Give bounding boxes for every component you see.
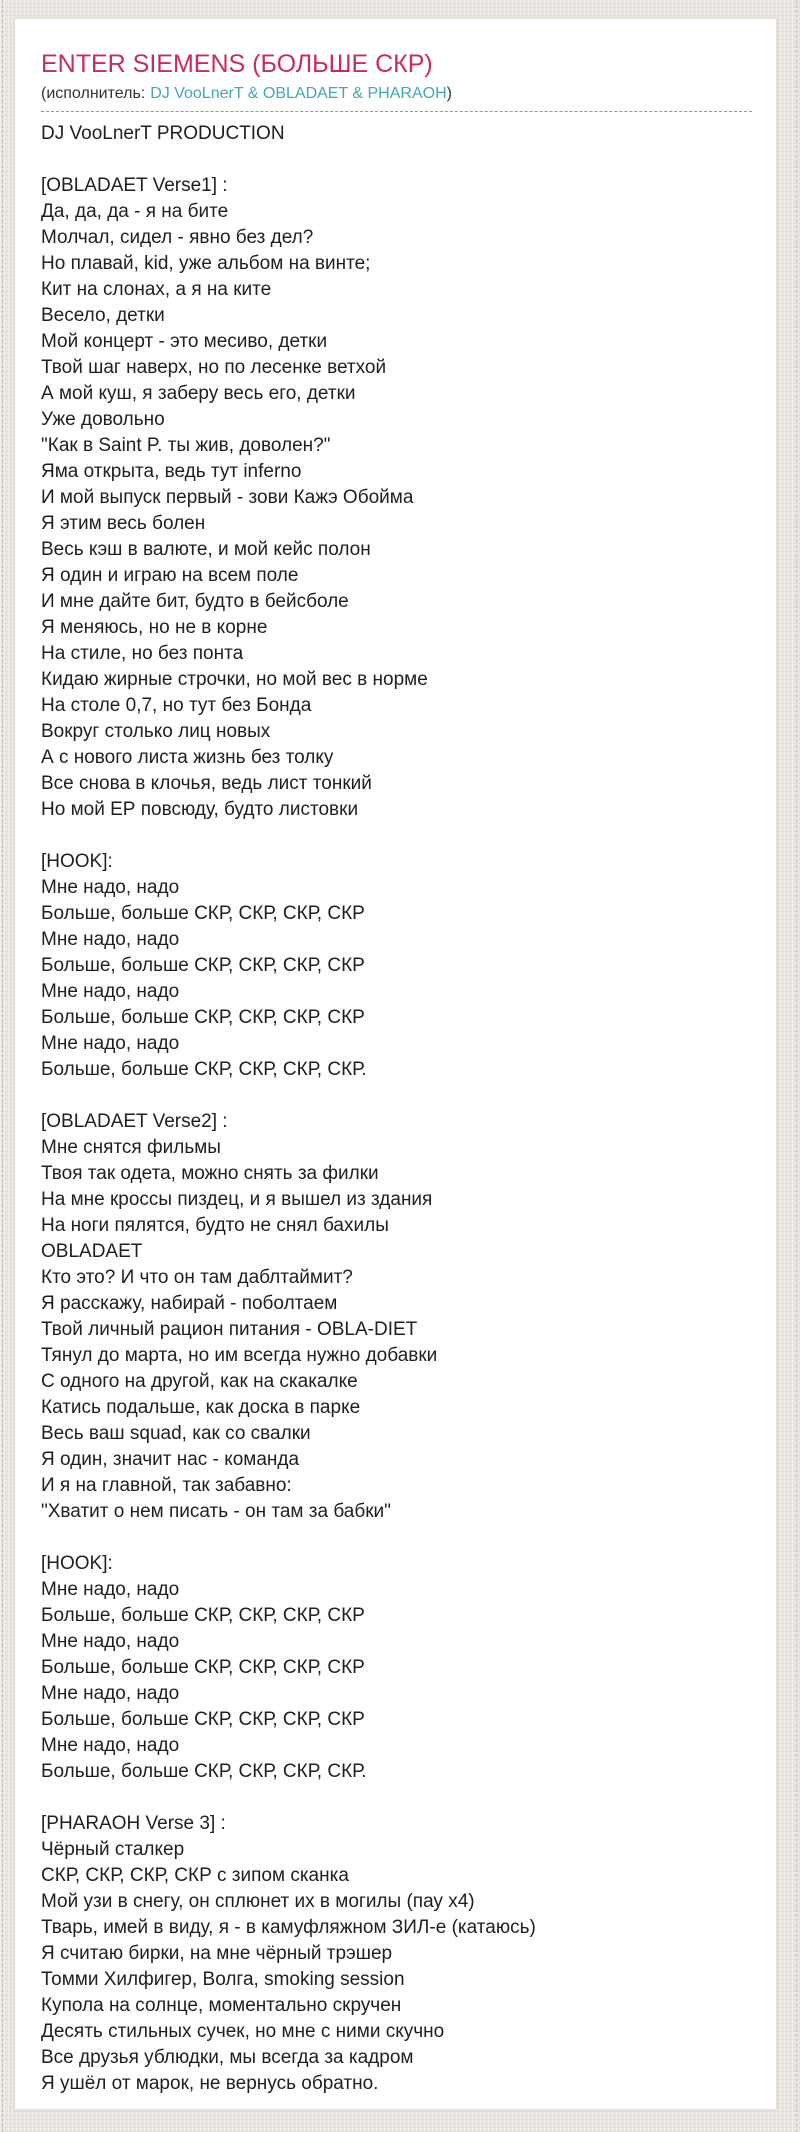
lyric-line: Все снова в клочья, ведь лист тонкий	[41, 773, 372, 794]
lyric-line: Катись подальше, как доска в парке	[41, 1397, 361, 1418]
lyric-line: Чёрный сталкер	[41, 1839, 185, 1860]
lyric-line: Твой шаг наверх, но по лесенке ветхой	[41, 357, 387, 378]
lyric-line: Твой личный рацион питания - OBLA-DIET	[41, 1319, 418, 1340]
lyric-line: На столе 0,7, но тут без Бонда	[41, 695, 312, 716]
lyric-line: Но плавай, kid, уже альбом на винте;	[41, 253, 371, 274]
lyric-line: Да, да, да - я на бите	[41, 201, 229, 222]
lyric-line: Кит на слонах, а я на ките	[41, 279, 272, 300]
lyric-line: Я ушёл от марок, не вернусь обратно.	[41, 2073, 379, 2094]
lyric-line: Мне надо, надо	[41, 1631, 180, 1652]
song-title: ENTER SIEMENS (БОЛЬШЕ СКР)	[41, 50, 433, 78]
lyrics-section-hook2	[41, 1551, 752, 1785]
lyric-line: Мне надо, надо	[41, 981, 180, 1002]
artist-link[interactable]: DJ VooLnerT & OBLADAET & PHARAOH	[150, 85, 447, 102]
lyric-line: [HOOK]:	[41, 851, 113, 872]
lyric-line: Все друзья ублюдки, мы всегда за кадром	[41, 2047, 414, 2068]
lyric-line: А мой куш, я заберу весь его, детки	[41, 383, 356, 404]
lyric-line: Я один и играю на всем поле	[41, 565, 299, 586]
lyric-line: Томми Хилфигер, Волга, smoking session	[41, 1969, 405, 1990]
lyric-line: Но мой ЕР повсюду, будто листовки	[41, 799, 359, 820]
lyric-line: Весь кэш в валюте, и мой кейс полон	[41, 539, 371, 560]
lyrics-section-verse1	[41, 173, 752, 823]
lyric-line: "Хватит о нем писать - он там за бабки"	[41, 1501, 391, 1522]
background-texture-line	[796, 0, 797, 2132]
lyric-line: Кидаю жирные строчки, но мой вес в норме	[41, 669, 428, 690]
lyric-line: Больше, больше СКР, СКР, СКР, СКР.	[41, 1059, 367, 1080]
lyric-line: И я на главной, так забавно:	[41, 1475, 292, 1496]
lyric-line: Мне надо, надо	[41, 1033, 180, 1054]
lyric-line: Мне снятся фильмы	[41, 1137, 221, 1158]
lyric-line: Весело, детки	[41, 305, 165, 326]
artist-label: (исполнитель:	[41, 85, 146, 102]
lyric-line: Твоя так одета, можно снять за филки	[41, 1163, 379, 1184]
lyric-line: Мне надо, надо	[41, 1579, 180, 1600]
lyric-line: Мне надо, надо	[41, 929, 180, 950]
lyric-line: Мой концерт - это месиво, детки	[41, 331, 328, 352]
lyric-line: А с нового листа жизнь без толку	[41, 747, 334, 768]
lyric-line: Больше, больше СКР, СКР, СКР, СКР	[41, 903, 365, 924]
lyric-line: [PHARAOH Verse 3] :	[41, 1813, 226, 1834]
lyric-line: Тянул до марта, но им всегда нужно добавки	[41, 1345, 438, 1366]
lyric-line: OBLADAET	[41, 1241, 143, 1262]
artist-close-paren: )	[446, 85, 452, 102]
lyrics-card	[14, 18, 777, 2110]
lyric-line: На мне кроссы пиздец, и я вышел из здания	[41, 1189, 433, 1210]
lyrics-section-intro	[41, 121, 752, 147]
lyric-line: Я один, значит нас - команда	[41, 1449, 300, 1470]
lyric-line: Мой узи в снегу, он сплюнет их в могилы (пау x4)	[41, 1891, 475, 1912]
artist-line	[41, 84, 752, 104]
lyrics-section-hook1	[41, 849, 752, 1083]
lyric-line: И мой выпуск первый - зови Кажэ Обойма	[41, 487, 414, 508]
lyric-line: Десять стильных сучек, но мне с ними скучно	[41, 2021, 445, 2042]
lyric-line: Кто это? И что он там даблтаймит?	[41, 1267, 353, 1288]
lyric-line: Я расскажу, набирай - поболтаем	[41, 1293, 338, 1314]
lyric-line: Уже довольно	[41, 409, 165, 430]
background-texture-line	[2, 0, 3, 2132]
lyric-line: Яма открыта, ведь тут inferno	[41, 461, 302, 482]
lyric-line: Весь ваш squad, как со свалки	[41, 1423, 311, 1444]
lyric-line: Мне надо, надо	[41, 1683, 180, 1704]
lyric-line: [OBLADAET Verse2] :	[41, 1111, 228, 1132]
lyrics-section-verse2	[41, 1109, 752, 1525]
lyric-line: Я меняюсь, но не в корне	[41, 617, 268, 638]
lyric-line: Мне надо, надо	[41, 877, 180, 898]
lyric-line: Тварь, имей в виду, я - в камуфляжном ЗИЛ-е (катаюсь)	[41, 1917, 536, 1938]
lyric-line: Больше, больше СКР, СКР, СКР, СКР	[41, 955, 365, 976]
lyric-line: Я считаю бирки, на мне чёрный трэшер	[41, 1943, 393, 1964]
lyric-line: СКР, СКР, СКР, СКР с зипом сканка	[41, 1865, 349, 1886]
lyric-line: И мне дайте бит, будто в бейсболе	[41, 591, 349, 612]
lyrics-section-verse3	[41, 1811, 752, 2097]
lyric-line: Я этим весь болен	[41, 513, 206, 534]
lyrics	[41, 121, 752, 2097]
lyric-line: Больше, больше СКР, СКР, СКР, СКР	[41, 1605, 365, 1626]
lyric-line: На стиле, но без понта	[41, 643, 244, 664]
lyric-line: [OBLADAET Verse1] :	[41, 175, 228, 196]
lyric-line: Больше, больше СКР, СКР, СКР, СКР	[41, 1007, 365, 1028]
lyric-line: Больше, больше СКР, СКР, СКР, СКР	[41, 1709, 365, 1730]
lyric-line: Больше, больше СКР, СКР, СКР, СКР	[41, 1657, 365, 1678]
lyric-line: [HOOK]:	[41, 1553, 113, 1574]
lyric-line: DJ VooLnerT PRODUCTION	[41, 123, 285, 144]
lyric-line: Купола на солнце, моментально скручен	[41, 1995, 402, 2016]
lyric-line: Больше, больше СКР, СКР, СКР, СКР.	[41, 1761, 367, 1782]
dashed-divider	[41, 111, 752, 112]
lyric-line: Молчал, сидел - явно без дел?	[41, 227, 314, 248]
lyric-line: Мне надо, надо	[41, 1735, 180, 1756]
lyric-line: На ноги пялятся, будто не снял бахилы	[41, 1215, 389, 1236]
lyric-line: "Как в Saint P. ты жив, доволен?"	[41, 435, 331, 456]
lyric-line: Вокруг столько лиц новых	[41, 721, 271, 742]
lyric-line: С одного на другой, как на скакалке	[41, 1371, 358, 1392]
